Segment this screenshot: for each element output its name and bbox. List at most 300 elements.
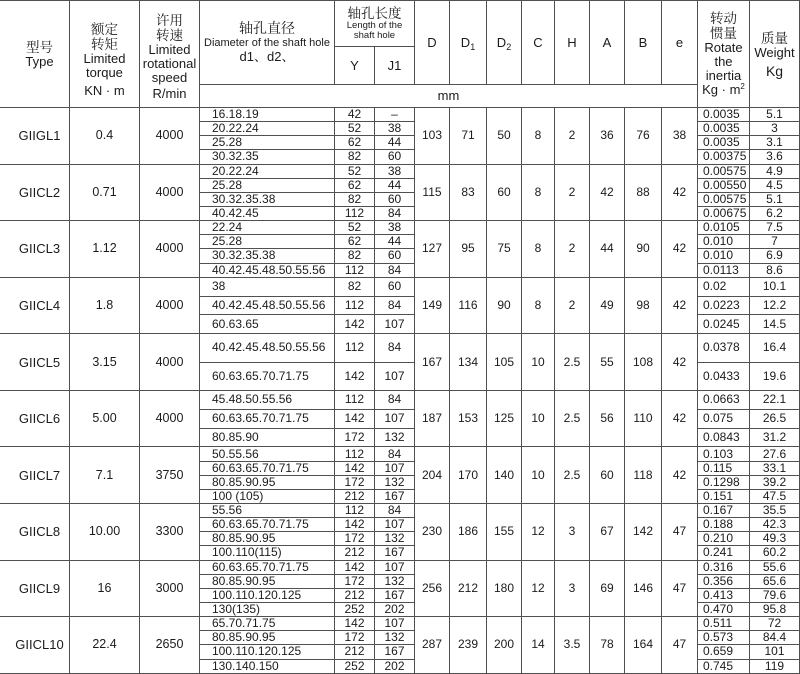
bore-diameter-cell: 25.28 <box>200 235 335 249</box>
header-torque-en1: Limited <box>83 50 126 66</box>
inertia-cell: 0.103 <box>698 447 750 461</box>
bore-diameter-cell: 100.110.120.125 <box>200 589 335 603</box>
length-y-cell: 172 <box>335 429 375 448</box>
inertia-cell: 0.316 <box>698 561 750 575</box>
dim-H-cell: 2 <box>555 221 590 278</box>
inertia-cell: 0.00575 <box>698 165 750 179</box>
speed-cell: 4000 <box>140 221 200 278</box>
inertia-cell: 0.02 <box>698 278 750 297</box>
length-y-cell: 112 <box>335 334 375 362</box>
length-y-cell: 112 <box>335 297 375 316</box>
bore-diameter-cell: 40.42.45.48.50.55.56 <box>200 334 335 362</box>
dim-header-D <box>415 0 450 85</box>
length-y-cell: 62 <box>335 235 375 249</box>
bore-diameter-cell: 130.140.150 <box>200 660 335 674</box>
dim-C-cell: 14 <box>522 617 555 674</box>
bore-diameter-cell: 50.55.56 <box>200 447 335 461</box>
weight-cell: 7.5 <box>750 221 800 235</box>
dim-H-cell: 2 <box>555 165 590 222</box>
dim-B-cell: 98 <box>625 278 662 335</box>
torque-cell: 1.8 <box>70 278 140 335</box>
weight-cell: 39.2 <box>750 476 800 490</box>
header-inertia-en2: the <box>714 54 733 69</box>
length-y-cell: 252 <box>335 660 375 674</box>
torque-cell: 0.4 <box>70 108 140 165</box>
dim-A-cell: 56 <box>590 391 625 448</box>
header-speed <box>140 0 200 108</box>
dim-e-cell: 42 <box>662 221 698 278</box>
header-torque <box>70 0 140 108</box>
header-shaft-length <box>335 0 415 47</box>
length-y-cell: 82 <box>335 193 375 207</box>
dim-D2-cell: 105 <box>487 334 522 391</box>
bore-diameter-cell: 60.63.65.70.71.75 <box>200 462 335 476</box>
length-j1-cell: 202 <box>375 603 415 617</box>
bore-diameter-cell: 30.32.35.38 <box>200 249 335 263</box>
length-j1-cell: 167 <box>375 490 415 504</box>
dim-D-cell: 127 <box>415 221 450 278</box>
dims-unit-row <box>200 85 698 108</box>
inertia-cell: 0.0105 <box>698 221 750 235</box>
inertia-cell: 0.573 <box>698 631 750 645</box>
torque-cell: 7.1 <box>70 447 140 504</box>
dim-D-cell: 187 <box>415 391 450 448</box>
dim-header-A-label: A <box>602 35 612 50</box>
dim-D-cell: 287 <box>415 617 450 674</box>
header-inertia <box>698 0 750 108</box>
length-j1-cell: 107 <box>375 410 415 429</box>
dim-B-cell: 76 <box>625 108 662 165</box>
weight-cell: 10.1 <box>750 278 800 297</box>
bore-diameter-cell: 40.42.45.48.50.55.56 <box>200 264 335 278</box>
dim-A-cell: 69 <box>590 561 625 618</box>
header-inertia-unit <box>702 83 745 97</box>
bore-diameter-cell: 60.63.65.70.71.75 <box>200 410 335 429</box>
length-j1-cell: 84 <box>375 264 415 278</box>
header-inertia-cn1: 转动 <box>710 11 737 26</box>
inertia-cell: 0.0223 <box>698 297 750 316</box>
model-cell: GIICL6 <box>0 391 70 448</box>
model-cell: GIICL7 <box>0 447 70 504</box>
dim-C-cell: 12 <box>522 504 555 561</box>
length-j1-cell: 107 <box>375 315 415 334</box>
length-j1-cell: 167 <box>375 546 415 560</box>
weight-cell: 31.2 <box>750 429 800 448</box>
length-y-cell: 172 <box>335 476 375 490</box>
dim-D1-cell: 170 <box>450 447 487 504</box>
length-j1-cell: 132 <box>375 532 415 546</box>
dim-D2-cell: 75 <box>487 221 522 278</box>
model-cell: GIICL2 <box>0 165 70 222</box>
header-torque-unit-text: KN · m <box>84 83 125 98</box>
header-length-y-label: Y <box>350 57 359 73</box>
dim-H-cell: 2.5 <box>555 391 590 448</box>
header-torque-en2: torque <box>86 64 123 80</box>
length-j1-cell: 132 <box>375 631 415 645</box>
header-shaft-diameter <box>200 0 335 85</box>
length-y-cell: 142 <box>335 617 375 631</box>
bore-diameter-cell: 25.28 <box>200 179 335 193</box>
dim-header-D2-label: D <box>496 35 507 50</box>
header-inertia-en3: inertia <box>705 68 742 83</box>
length-y-cell: 212 <box>335 546 375 560</box>
dim-D-cell: 115 <box>415 165 450 222</box>
length-j1-cell: 132 <box>375 476 415 490</box>
bore-diameter-cell: 80.85.90.95 <box>200 631 335 645</box>
header-length-j1 <box>375 47 415 85</box>
length-y-cell: 212 <box>335 645 375 659</box>
dim-header-D1 <box>450 0 487 85</box>
inertia-cell: 0.075 <box>698 410 750 429</box>
dim-C-cell: 12 <box>522 561 555 618</box>
bore-diameter-cell: 16.18.19 <box>200 108 335 122</box>
header-speed-cn1: 许用 <box>155 13 183 28</box>
length-j1-cell: 132 <box>375 429 415 448</box>
header-type <box>0 0 70 108</box>
length-y-cell: 52 <box>335 221 375 235</box>
length-y-cell: 62 <box>335 136 375 150</box>
dim-header-C <box>522 0 555 85</box>
bore-diameter-cell: 45.48.50.55.56 <box>200 391 335 410</box>
torque-cell: 0.71 <box>70 165 140 222</box>
dim-e-cell: 47 <box>662 561 698 618</box>
weight-cell: 3.6 <box>750 150 800 164</box>
dim-header-H <box>555 0 590 85</box>
header-inertia-cn2: 惯量 <box>710 26 737 41</box>
weight-cell: 33.1 <box>750 462 800 476</box>
header-torque-title <box>84 1 126 80</box>
weight-cell: 35.5 <box>750 504 800 518</box>
inertia-cell: 0.0663 <box>698 391 750 410</box>
speed-cell: 4000 <box>140 108 200 165</box>
torque-cell: 1.12 <box>70 221 140 278</box>
dim-H-cell: 2.5 <box>555 334 590 391</box>
model-cell: GIICL3 <box>0 221 70 278</box>
length-j1-cell: 60 <box>375 249 415 263</box>
bore-diameter-cell: 80.85.90 <box>200 429 335 448</box>
bore-diameter-cell: 80.85.90.95 <box>200 532 335 546</box>
bore-diameter-cell: 30.32.35.38 <box>200 193 335 207</box>
dim-C-cell: 10 <box>522 334 555 391</box>
model-cell: GIICL9 <box>0 561 70 618</box>
dim-C-cell: 8 <box>522 278 555 335</box>
length-y-cell: 52 <box>335 122 375 136</box>
inertia-cell: 0.470 <box>698 603 750 617</box>
weight-cell: 8.6 <box>750 264 800 278</box>
dim-D1-cell: 212 <box>450 561 487 618</box>
inertia-cell: 0.00675 <box>698 207 750 221</box>
dim-B-cell: 164 <box>625 617 662 674</box>
dim-header-D2 <box>487 0 522 85</box>
dim-D1-cell: 116 <box>450 278 487 335</box>
dim-B-cell: 110 <box>625 391 662 448</box>
weight-cell: 42.3 <box>750 518 800 532</box>
weight-cell: 79.6 <box>750 589 800 603</box>
dim-e-cell: 42 <box>662 278 698 335</box>
dim-e-cell: 42 <box>662 165 698 222</box>
length-j1-cell: 44 <box>375 136 415 150</box>
dim-B-cell: 142 <box>625 504 662 561</box>
bore-diameter-cell: 60.63.65 <box>200 315 335 334</box>
header-speed-en3: speed <box>151 70 188 85</box>
bore-diameter-cell: 60.63.65.70.71.75 <box>200 561 335 575</box>
length-y-cell: 142 <box>335 315 375 334</box>
length-j1-cell: 84 <box>375 207 415 221</box>
dim-H-cell: 3.5 <box>555 617 590 674</box>
bore-diameter-cell: 60.63.65.70.71.75 <box>200 518 335 532</box>
bore-diameter-cell: 100 (105) <box>200 490 335 504</box>
bore-diameter-cell: 130(135) <box>200 603 335 617</box>
dim-H-cell: 2 <box>555 278 590 335</box>
weight-cell: 95.8 <box>750 603 800 617</box>
dim-A-cell: 36 <box>590 108 625 165</box>
inertia-cell: 0.659 <box>698 645 750 659</box>
torque-cell: 5.00 <box>70 391 140 448</box>
length-j1-cell: 44 <box>375 235 415 249</box>
dim-C-cell: 10 <box>522 391 555 448</box>
speed-cell: 4000 <box>140 278 200 335</box>
inertia-cell: 0.0035 <box>698 122 750 136</box>
dim-D-cell: 103 <box>415 108 450 165</box>
bore-diameter-cell: 100.110(115) <box>200 546 335 560</box>
dim-e-cell: 47 <box>662 617 698 674</box>
speed-cell: 3750 <box>140 447 200 504</box>
weight-cell: 6.9 <box>750 249 800 263</box>
weight-cell: 5.1 <box>750 108 800 122</box>
dim-header-H-label: H <box>567 35 577 50</box>
torque-cell: 22.4 <box>70 617 140 674</box>
length-y-cell: 142 <box>335 363 375 391</box>
dim-D1-cell: 239 <box>450 617 487 674</box>
weight-cell: 47.5 <box>750 490 800 504</box>
length-y-cell: 172 <box>335 532 375 546</box>
weight-cell: 5.1 <box>750 193 800 207</box>
header-inertia-en1: Rotate <box>704 40 743 55</box>
dim-H-cell: 3 <box>555 561 590 618</box>
inertia-cell: 0.010 <box>698 249 750 263</box>
dim-header-D-label: D <box>427 35 437 50</box>
dim-header-B-label: B <box>638 35 648 50</box>
length-j1-cell: 84 <box>375 391 415 410</box>
length-j1-cell: 84 <box>375 297 415 316</box>
length-y-cell: 42 <box>335 108 375 122</box>
inertia-cell: 0.00375 <box>698 150 750 164</box>
length-j1-cell: 60 <box>375 193 415 207</box>
length-y-cell: 142 <box>335 518 375 532</box>
bore-diameter-cell: 38 <box>200 278 335 297</box>
length-j1-cell: 60 <box>375 278 415 297</box>
dim-header-A <box>590 0 625 85</box>
dim-D1-cell: 71 <box>450 108 487 165</box>
length-y-cell: 52 <box>335 165 375 179</box>
bore-diameter-cell: 80.85.90.95 <box>200 476 335 490</box>
dim-C-cell: 10 <box>522 447 555 504</box>
dim-D1-cell: 186 <box>450 504 487 561</box>
length-y-cell: 172 <box>335 575 375 589</box>
dim-B-cell: 90 <box>625 221 662 278</box>
weight-cell: 72 <box>750 617 800 631</box>
model-cell: GIICL5 <box>0 334 70 391</box>
weight-cell: 12.2 <box>750 297 800 316</box>
header-length-y <box>335 47 375 85</box>
inertia-cell: 0.210 <box>698 532 750 546</box>
header-inertia-unit-sup: 2 <box>740 82 745 91</box>
length-y-cell: 172 <box>335 631 375 645</box>
length-j1-cell: 84 <box>375 504 415 518</box>
torque-cell: 16 <box>70 561 140 618</box>
dim-D2-cell: 200 <box>487 617 522 674</box>
inertia-cell: 0.413 <box>698 589 750 603</box>
speed-cell: 4000 <box>140 334 200 391</box>
dim-A-cell: 78 <box>590 617 625 674</box>
length-y-cell: 252 <box>335 603 375 617</box>
length-y-cell: 82 <box>335 249 375 263</box>
dim-C-cell: 8 <box>522 221 555 278</box>
dim-e-cell: 38 <box>662 108 698 165</box>
bore-diameter-cell: 30.32.35 <box>200 150 335 164</box>
length-j1-cell: 38 <box>375 165 415 179</box>
header-shaft-length-en2: shaft hole <box>353 30 396 41</box>
dim-D-cell: 167 <box>415 334 450 391</box>
bore-diameter-cell: 20.22.24 <box>200 165 335 179</box>
header-speed-cn2: 转速 <box>155 28 183 43</box>
dim-header-C-label: C <box>533 35 543 50</box>
dim-e-cell: 47 <box>662 504 698 561</box>
dim-e-cell: 42 <box>662 447 698 504</box>
speed-cell: 4000 <box>140 391 200 448</box>
header-speed-unit <box>153 85 187 102</box>
length-j1-cell: 107 <box>375 462 415 476</box>
header-type-cn: 型号 <box>26 39 53 55</box>
dim-D2-cell: 125 <box>487 391 522 448</box>
torque-cell: 3.15 <box>70 334 140 391</box>
header-speed-unit-text: R/min <box>152 85 187 101</box>
dim-A-cell: 42 <box>590 165 625 222</box>
bore-diameter-cell: 65.70.71.75 <box>200 617 335 631</box>
dim-B-cell: 108 <box>625 334 662 391</box>
header-shaft-diameter-symbol: d1、d2、 <box>239 49 295 64</box>
length-j1-cell: 38 <box>375 221 415 235</box>
dim-A-cell: 60 <box>590 447 625 504</box>
length-y-cell: 82 <box>335 278 375 297</box>
speed-cell: 3000 <box>140 561 200 618</box>
length-j1-cell: 107 <box>375 363 415 391</box>
dim-D2-cell: 50 <box>487 108 522 165</box>
inertia-cell: 0.0035 <box>698 136 750 150</box>
inertia-cell: 0.115 <box>698 462 750 476</box>
speed-cell: 3300 <box>140 504 200 561</box>
dim-D2-cell: 90 <box>487 278 522 335</box>
length-y-cell: 112 <box>335 391 375 410</box>
length-y-cell: 82 <box>335 150 375 164</box>
inertia-cell: 0.0113 <box>698 264 750 278</box>
inertia-cell: 0.0378 <box>698 334 750 362</box>
dim-B-cell: 118 <box>625 447 662 504</box>
dim-H-cell: 3 <box>555 504 590 561</box>
inertia-cell: 0.356 <box>698 575 750 589</box>
bore-diameter-cell: 60.63.65.70.71.75 <box>200 363 335 391</box>
model-cell: GIICL10 <box>0 617 70 674</box>
dim-D1-cell: 95 <box>450 221 487 278</box>
dim-D-cell: 230 <box>415 504 450 561</box>
dim-B-cell: 146 <box>625 561 662 618</box>
header-weight-unit: Kg <box>765 62 784 79</box>
bore-diameter-cell: 40.42.45.48.50.55.56 <box>200 297 335 316</box>
length-y-cell: 142 <box>335 410 375 429</box>
length-j1-cell: – <box>375 108 415 122</box>
model-cell: GIICL8 <box>0 504 70 561</box>
length-j1-cell: 107 <box>375 617 415 631</box>
inertia-cell: 0.0035 <box>698 108 750 122</box>
weight-cell: 60.2 <box>750 546 800 560</box>
header-type-en: Type <box>25 53 54 69</box>
inertia-cell: 0.241 <box>698 546 750 560</box>
inertia-cell: 0.167 <box>698 504 750 518</box>
dim-D1-cell: 153 <box>450 391 487 448</box>
dim-header-B <box>625 0 662 85</box>
length-j1-cell: 167 <box>375 645 415 659</box>
header-shaft-length-cn: 轴孔长度 <box>347 6 402 21</box>
header-speed-en2: rotational <box>142 56 197 71</box>
weight-cell: 19.6 <box>750 363 800 391</box>
bore-diameter-cell: 40.42.45 <box>200 207 335 221</box>
length-y-cell: 142 <box>335 462 375 476</box>
model-cell: GIICL4 <box>0 278 70 335</box>
dim-A-cell: 44 <box>590 221 625 278</box>
length-j1-cell: 84 <box>375 447 415 461</box>
dim-D-cell: 149 <box>415 278 450 335</box>
header-torque-unit <box>84 80 124 102</box>
model-cell: GIIGL1 <box>0 108 70 165</box>
inertia-cell: 0.0245 <box>698 315 750 334</box>
header-torque-cn2: 转矩 <box>90 36 118 52</box>
header-weight <box>750 0 800 108</box>
dim-D-cell: 256 <box>415 561 450 618</box>
inertia-cell: 0.0843 <box>698 429 750 448</box>
inertia-cell: 0.0433 <box>698 363 750 391</box>
weight-cell: 14.5 <box>750 315 800 334</box>
weight-cell: 26.5 <box>750 410 800 429</box>
speed-cell: 4000 <box>140 165 200 222</box>
dim-header-D2-sub: 2 <box>506 42 512 52</box>
inertia-cell: 0.151 <box>698 490 750 504</box>
header-speed-en1: Limited <box>148 42 191 57</box>
bore-diameter-cell: 20.22.24 <box>200 122 335 136</box>
dim-header-D1-sub: 1 <box>470 42 476 52</box>
header-inertia-unit-text: Kg · m <box>702 82 741 97</box>
dim-D-cell: 204 <box>415 447 450 504</box>
header-torque-cn1: 额定 <box>90 21 118 37</box>
dim-A-cell: 55 <box>590 334 625 391</box>
dim-D2-cell: 140 <box>487 447 522 504</box>
dims-unit-label: mm <box>437 88 460 103</box>
length-y-cell: 112 <box>335 447 375 461</box>
header-speed-title <box>143 1 196 85</box>
header-weight-en: Weight <box>754 44 795 60</box>
length-j1-cell: 107 <box>375 518 415 532</box>
length-j1-cell: 84 <box>375 334 415 362</box>
inertia-cell: 0.188 <box>698 518 750 532</box>
dim-C-cell: 8 <box>522 165 555 222</box>
length-y-cell: 112 <box>335 504 375 518</box>
inertia-cell: 0.010 <box>698 235 750 249</box>
dim-H-cell: 2 <box>555 108 590 165</box>
weight-cell: 55.6 <box>750 561 800 575</box>
length-j1-cell: 167 <box>375 589 415 603</box>
length-j1-cell: 132 <box>375 575 415 589</box>
inertia-cell: 0.745 <box>698 660 750 674</box>
length-j1-cell: 38 <box>375 122 415 136</box>
